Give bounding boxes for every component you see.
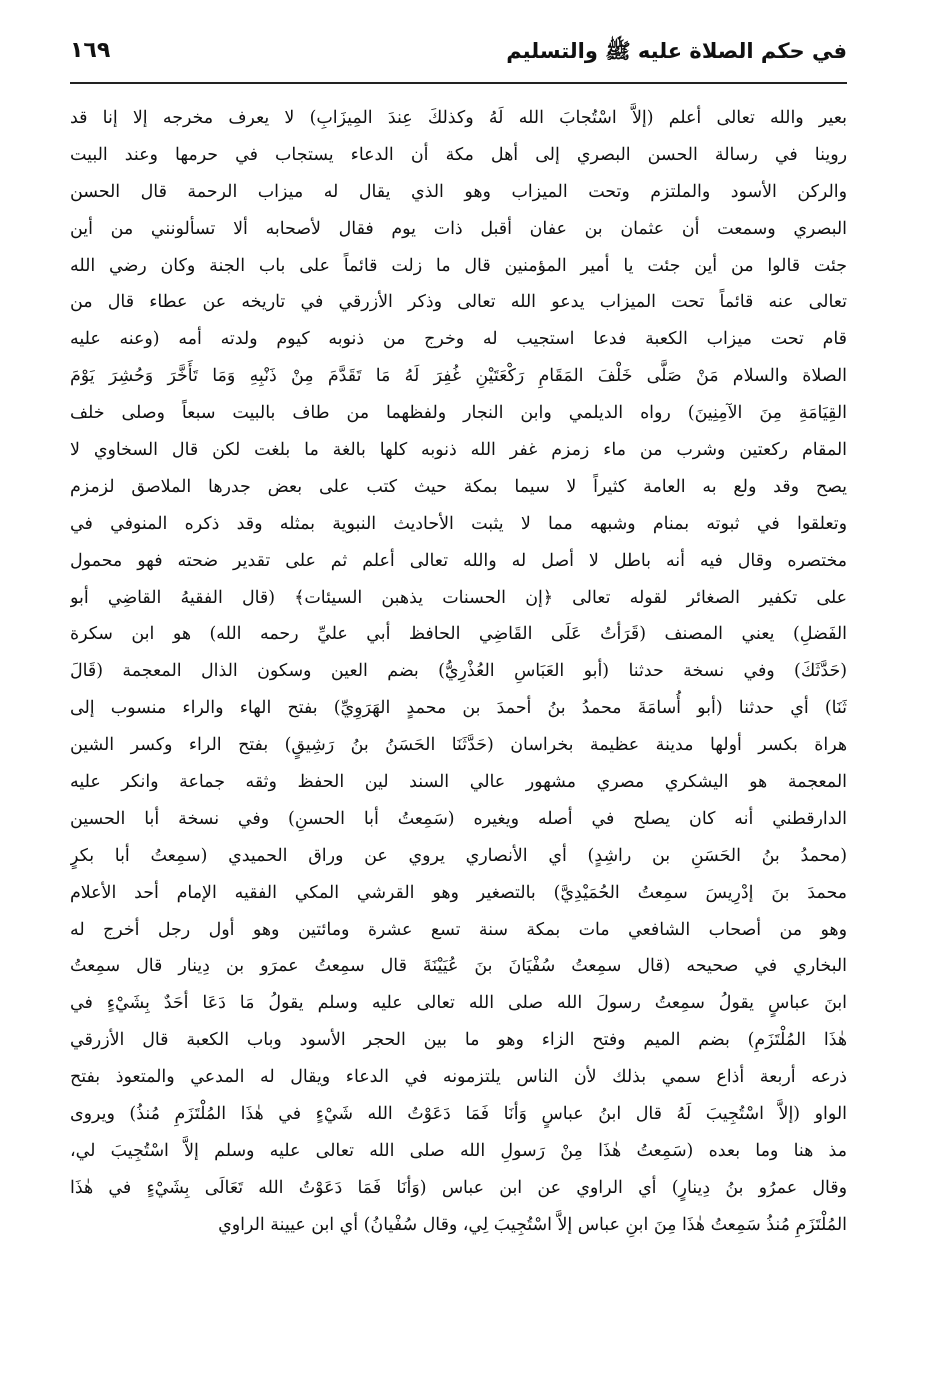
text-line: قام تحت ميزاب الكعبة فدعا استجيب له وخرج من ذنوبه كيوم ولدته أمه (وعنه عليه [70, 329, 847, 350]
page-header [70, 30, 847, 90]
text-line: روينا في رسالة الحسن البصري إلى أهل مكة أن الدعاء يستجاب في حرمها وعند البيت [70, 144, 847, 165]
text-line: جئت قالوا من أين جئت يا أمير المؤمنين قال ما زلت قائماً على باب الجنة وكان رضي الله [70, 255, 847, 276]
text-line: المُلْتَزَمِ مُنذُ سَمِعتُ هٰذَا مِنَ ابنِ عباس إلاَّ اسْتُجِيبَ لِي، وقال سُفْيانُ) أي ابن عيينة الراوي [218, 1214, 847, 1235]
text-line: ابنَ عباسٍ يقولُ سمِعتُ رسولَ الله صلى الله تعالى عليه وسلم يقولُ مَا دَعَا أحَدٌ بِشَيْءٍ في [70, 993, 847, 1014]
text-line: محمدَ بنَ إدْرِيسَ سمِعتُ الحُمَيْدِيَّ) بالتصغير وهو القرشي المكي الفقيه الإمام أحد الأعلام [70, 882, 847, 903]
text-line: الدارقطني أنه كان يصلح في أصله ويغيره (سَمِعتُ أبا الحسنِ) وفي نسخة أبا الحسين [70, 808, 847, 829]
text-line: هٰذَا المُلْتَزَمِ) بضم الميم وفتح الزاء وهو ما بين الحجر الأسود وباب الكعبة قال الأزرقي [70, 1030, 847, 1051]
text-line: البخاري في صحيحه (قال سمِعتُ سُفْيَانَ بنَ عُيَيْنَةَ قال سمِعتُ عمرَو بن دِينار قال سمِعتُ [70, 956, 847, 977]
text-line: الواو (إلاَّ اسْتُجِيبَ لَهُ قال ابنُ عباسٍ وَأنَا فَمَا دَعَوْتُ الله شَيْءٍ في هٰذَا المُلْتَزَمِ مُنذُ) ويروى [70, 1104, 847, 1125]
text-line: على تكفير الصغائر لقوله تعالى ﴿إن الحسنات يذهبن السيئات﴾ (قال الفقيهُ القاضِي أبو [70, 587, 847, 608]
text-line: القِيَامَةِ مِنَ الآمِنِينَ) رواه الديلمي وابن النجار ولفظهما من طاف بالبيت سبعاً وصلى خلف [70, 403, 847, 424]
text-line: يصح وقد ولع به العامة كثيراً لا سيما بمكة حيث كتب على بعض جدرها الملاصق لزمزم [70, 476, 847, 497]
text-line: الصلاة والسلام مَنْ صَلَّى خَلْفَ المَقَامِ رَكْعَتَيْنِ غُفِرَ لَهُ مَا تَقَدَّمَ مِنْ ذَنْبِهِ وَمَا تَأَخَّرَ وَحُشِرَ يَوْمَ [70, 366, 847, 387]
text-line: المقام ركعتين وشرب من ماء زمزم غفر الله ذنوبه كلها بالغة ما بلغت لكن قال السخاوي لا [70, 440, 847, 461]
text-line: البصري وسمعت أن عثمان بن عفان أقبل ذات يوم فقال لأصحابه ألا تسألونني من أين [70, 218, 847, 239]
running-title: في حكم الصلاة عليه ﷺ والتسليم [506, 39, 847, 63]
text-line: ثَنَا) أي حدثنا (أبو أُسامَةَ محمدُ بنُ أحمدَ بن محمدٍ الهَرَوِيِّ) بفتح الهاء والراء منسوب إلى [70, 698, 847, 719]
text-line: بعير والله تعالى أعلم (إلاَّ اسْتُجابَ الله لَهُ وكذلكَ عِندَ المِيزَابِ) لا يعرف مخرجه إلا إنا قد [70, 108, 847, 128]
text-line: (حَدَّثَكَ) وفي نسخة حدثنا (أبو العَبَاسِ العُذْرِيُّ) بضم العين وسكون الذال المعجمة (قَالَ [70, 661, 847, 682]
text-line: هراة بكسر أولها مدينة عظيمة بخراسان (حَدَّثَنَا الحَسَنُ بنُ رَشِيقٍ) بفتح الراء وكسر الشين [70, 735, 847, 756]
text-line: مذ هنا وما بعده (سَمِعتُ هٰذَا مِنْ رَسولِ الله صلى الله تعالى عليه وسلم إلاَّ اسْتُجِيبَ لي، [70, 1140, 847, 1161]
text-line: المعجمة هو اليشكري مصري مشهور عالي السند لين الحفظ وثقه جماعة وانكر عليه [70, 772, 847, 793]
text-line: وتعلقوا في ثبوته بمنام وشبهه مما لا يثبت الأحاديث النبوية بمثله وقد ذكره المنوفي في [70, 513, 847, 534]
body-text [70, 100, 847, 1244]
text-line: الفَضلِ) يعني المصنف (قَرَأتُ عَلَى القَاضِي الحافظ أبي عليِّ رحمه الله) هو ابن سكرة [70, 624, 847, 645]
text-line: تعالى عنه قائماً تحت الميزاب يدعو الله تعالى وذكر الأزرقي في تاريخه عن عطاء قال من [70, 292, 847, 313]
text-line: وهو من أصحاب الشافعي مات بمكة سنة تسع عشرة ومائتين وهو أول رجل أخرج له [70, 919, 847, 940]
page-number: ١٦٩ [70, 38, 111, 63]
text-line: (محمدُ بنُ الحَسَنِ بن راشِدٍ) أي الأنصاري يروي عن وراق الحميدي (سمِعتُ أبا بكرٍ [70, 845, 847, 866]
text-line: ذرعه أربعة أذاع سمي بذلك لأن الناس يلتزمونه في الدعاء ويقال له المدعي والمتعوذ بفتح [70, 1067, 847, 1088]
header-rule [70, 82, 847, 84]
text-line: وقال عمرُو بنُ دِينارٍ) أي الراوي عن ابن عباس (وَأنَا فَمَا دَعَوْتُ الله تَعَالَى بِشَيْءٍ في هٰذَا [70, 1177, 847, 1198]
text-line: مختصره وقال فيه أنه باطل لا أصل له والله تعالى أعلم ثم على تقدير ضحته فهو محمول [70, 550, 847, 571]
text-line: والركن الأسود والملتزم وتحت الميزاب وهو الذي يقال له ميزاب الرحمة قال الحسن [70, 181, 847, 202]
